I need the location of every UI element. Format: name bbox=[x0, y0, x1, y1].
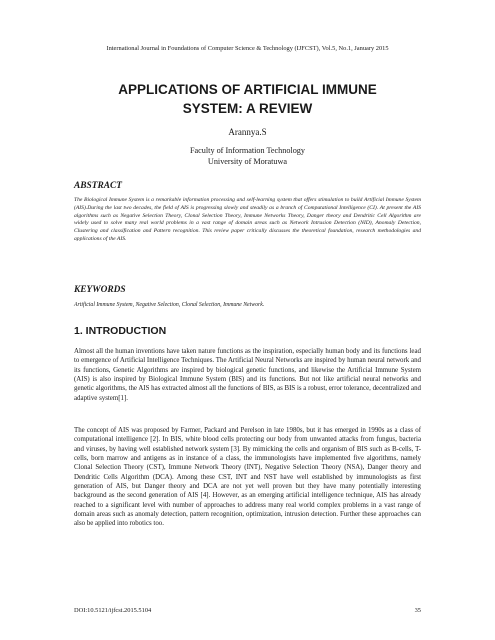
author-name: Arannya.S bbox=[228, 127, 267, 137]
introduction-paragraph-1: Almost all the human inventions have taken nature functions as the inspiration, especially human body and its functions lead to emergence of Artificial Intelligence Techniques. The Artificial Neural Networks are inspired by human neural network and its functions, Genetic Algorithms are inspired by biological genetic functions, and likewise the Artificial Immune System (AIS) is also inspired by Biological Immune System (BIS) and its functions. But not like artificial neural networks and genetic algorithms, the AIS has extracted almost all the functions of BIS, as BIS is a robust, error tolerance, decentralized and adaptive system[1]. bbox=[74, 348, 421, 402]
abstract-heading: ABSTRACT bbox=[74, 181, 122, 191]
keywords-body: Artificial Immune System, Negative Selection, Clonal Selection, Immune Network. bbox=[74, 302, 265, 308]
footer-doi: DOI:10.5121/ijfcst.2015.5104 bbox=[74, 607, 152, 614]
title-line-2: SYSTEM: A REVIEW bbox=[182, 101, 313, 116]
page-number: 35 bbox=[414, 607, 421, 614]
keywords-heading: KEYWORDS bbox=[74, 285, 126, 295]
affiliation-faculty: Faculty of Information Technology bbox=[189, 146, 305, 155]
author-affiliation bbox=[60, 146, 435, 167]
introduction-paragraph-2: The concept of AIS was proposed by Farmer, Packard and Perelson in late 1980s, but it has emerged in 1990s as a class of computational intelligence [2]. In BIS, white blood cells protecting our body from unwanted attacks from fungus, bacteria and viruses, by having well established network system [3]. By mimicking the cells and organism of BIS such as B-cells, T-cells, born marrow and antigens as in instance of a class, the immunologists have implemented five algorithms, namely Clonal Selection Theory (CST), Immune Network Theory (INT), Negative Selection Theory (NSA), Danger theory and Dendritic Cells Algorithm (DCA). Among these CST, INT and NST have well established by immunologists as first generation of AIS, but Danger theory and DCA are not yet well proven but they have many potentially interesting background as the second generation of AIS [4]. However, as an emerging artificial intelligence technique, AIS has already reached to a significant level with number of approaches to address many real world complex problems in a vast range of domain areas such as anomaly detection, pattern recognition, optimization, intrusion detection. Further these approaches can also be applied into robotics too. bbox=[74, 427, 421, 528]
introduction-heading: 1. INTRODUCTION bbox=[74, 325, 167, 337]
journal-header: International Journal in Foundations of Computer Science & Technology (IJFCST), Vol.5, No.1, January 2015 bbox=[106, 45, 389, 52]
paper-title bbox=[60, 80, 435, 118]
affiliation-university: University of Moratuwa bbox=[207, 156, 288, 166]
title-line-1: APPLICATIONS OF ARTIFICIAL IMMUNE bbox=[118, 82, 377, 97]
abstract-body: The Biological Immune System is a remarkable information processing and self-learning system that offers stimulation to build Artificial Immune System (AIS).During the last two decades, the field of AIS is progressing slowly and steadily as a branch of Computational Intelligence (CI). At present the AIS algorithms such as Negative Selection Theory, Clonal Selection Theory, Immune Networks Theory, Danger theory and Dendritic Cell Algorithm are widely used to solve many real world problems in a vast range of domain areas such as Network Intrusion Detection (NID), Anomaly Detection, Clustering and classification and Pattern recognition. This review paper critically discusses the theoretical foundation, research methodologies and applications of the AIS. bbox=[74, 197, 421, 242]
